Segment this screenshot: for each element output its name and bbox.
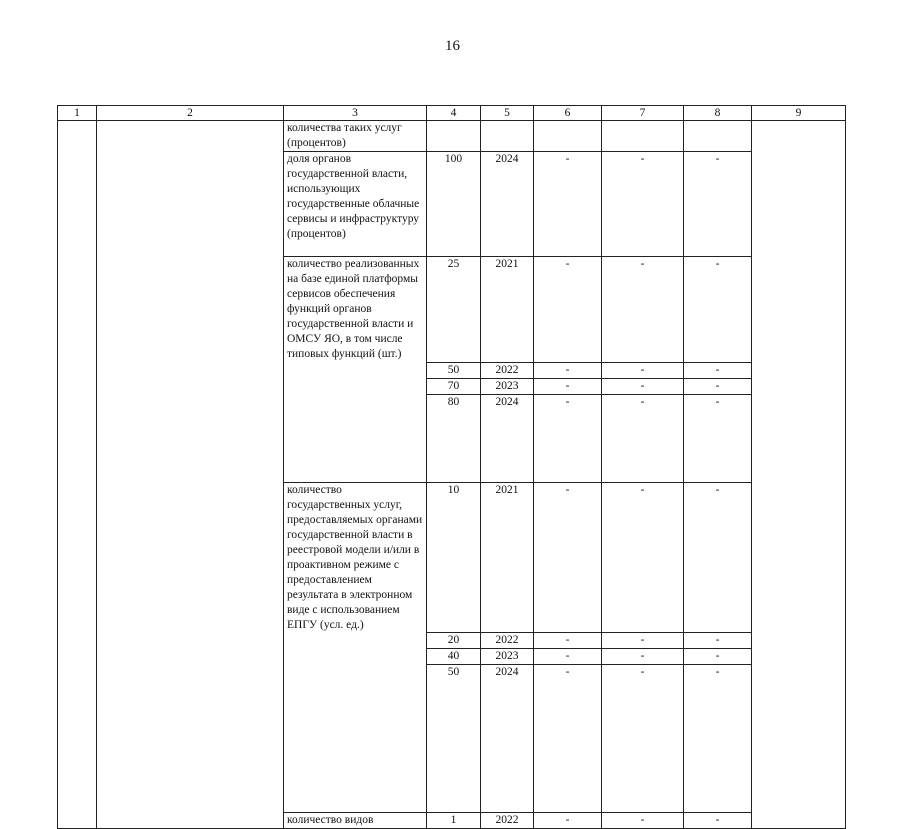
column-number: 4	[427, 106, 481, 121]
col1-merged-cell	[58, 121, 97, 829]
col6-cell: -	[534, 362, 602, 378]
value-cell: 100	[427, 152, 481, 257]
col7-cell: -	[602, 813, 684, 829]
year-cell: 2022	[481, 813, 534, 829]
value-cell: 50	[427, 665, 481, 813]
column-number: 5	[481, 106, 534, 121]
col7-cell: -	[602, 649, 684, 665]
indicator-continuation-cell	[284, 649, 427, 665]
indicator-cell: количество видов	[284, 813, 427, 829]
col9-merged-cell	[752, 121, 846, 829]
col6-cell: -	[534, 813, 602, 829]
column-number: 2	[97, 106, 284, 121]
value-cell: 20	[427, 633, 481, 649]
table-row	[58, 121, 846, 152]
col8-cell: -	[684, 394, 752, 482]
col6-cell: -	[534, 649, 602, 665]
col8-cell: -	[684, 665, 752, 813]
value-cell: 50	[427, 362, 481, 378]
col6-cell: -	[534, 378, 602, 394]
col6-cell: -	[534, 394, 602, 482]
col6-cell: -	[534, 665, 602, 813]
year-cell: 2021	[481, 482, 534, 633]
col8-cell: -	[684, 257, 752, 363]
col8-cell: -	[684, 649, 752, 665]
year-cell: 2024	[481, 665, 534, 813]
value-cell: 10	[427, 482, 481, 633]
indicators-table	[57, 105, 846, 829]
value-cell: 1	[427, 813, 481, 829]
col8-cell: -	[684, 813, 752, 829]
col7-cell: -	[602, 633, 684, 649]
indicator-continuation-cell	[284, 362, 427, 378]
year-cell: 2022	[481, 633, 534, 649]
col7-cell: -	[602, 152, 684, 257]
year-cell: 2024	[481, 394, 534, 482]
column-number: 1	[58, 106, 97, 121]
col7-cell: -	[602, 665, 684, 813]
col8-cell: -	[684, 633, 752, 649]
col8-cell: -	[684, 362, 752, 378]
year-cell: 2023	[481, 378, 534, 394]
indicator-cell: количество реализованных на базе единой платформы сервисов обеспечения функций органов государственной власти и ОМСУ ЯО, в том числе типовых функций (шт.)	[284, 257, 427, 363]
col8-cell: -	[684, 482, 752, 633]
col6-cell: -	[534, 482, 602, 633]
value-cell: 80	[427, 394, 481, 482]
col7-cell: -	[602, 257, 684, 363]
year-cell: 2021	[481, 257, 534, 363]
col7-cell: -	[602, 362, 684, 378]
value-cell: 25	[427, 257, 481, 363]
column-number-row	[58, 106, 846, 121]
year-cell: 2024	[481, 152, 534, 257]
column-number: 6	[534, 106, 602, 121]
value-cell: 40	[427, 649, 481, 665]
col8-cell: -	[684, 378, 752, 394]
year-cell: 2022	[481, 362, 534, 378]
value-cell	[427, 121, 481, 152]
col8-cell	[684, 121, 752, 152]
col2-merged-cell	[97, 121, 284, 829]
indicator-cell: количество государственных услуг, предоставляемых органами государственной власти в реестровой модели и/или в проактивном режиме с предоставлением результата в электронном виде с использованием ЕПГУ (усл. ед.)	[284, 482, 427, 633]
indicator-cell: доля органов государственной власти, использующих государственные облачные сервисы и инфраструктуру (процентов)	[284, 152, 427, 257]
col7-cell: -	[602, 394, 684, 482]
indicator-continuation-cell	[284, 665, 427, 813]
indicator-cell: количества таких услуг (процентов)	[284, 121, 427, 152]
col6-cell: -	[534, 633, 602, 649]
column-number: 7	[602, 106, 684, 121]
indicator-continuation-cell	[284, 378, 427, 394]
col7-cell: -	[602, 482, 684, 633]
column-number: 8	[684, 106, 752, 121]
column-number: 3	[284, 106, 427, 121]
year-cell	[481, 121, 534, 152]
col7-cell: -	[602, 378, 684, 394]
indicator-continuation-cell	[284, 394, 427, 482]
col6-cell	[534, 121, 602, 152]
col6-cell: -	[534, 152, 602, 257]
col8-cell: -	[684, 152, 752, 257]
column-number: 9	[752, 106, 846, 121]
page-number: 16	[445, 38, 460, 54]
year-cell: 2023	[481, 649, 534, 665]
value-cell: 70	[427, 378, 481, 394]
indicator-continuation-cell	[284, 633, 427, 649]
col6-cell: -	[534, 257, 602, 363]
col7-cell	[602, 121, 684, 152]
